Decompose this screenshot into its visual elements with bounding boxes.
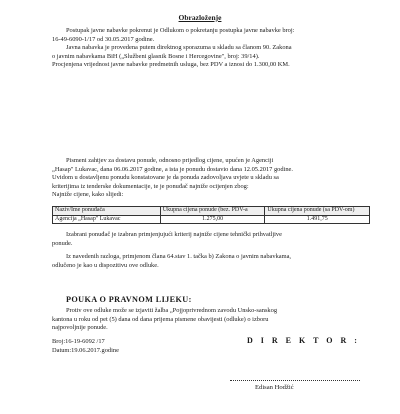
table-header-row	[53, 207, 370, 216]
director-name: Edisan Hodžić	[255, 384, 294, 391]
text-line: Iz navedenih razloga, primjenom člana 64.stav 1. tačka b) Zakona o javnim nabavkama,	[66, 253, 292, 260]
table-cell-price-without-vat: 1.275,00	[160, 215, 265, 224]
text-line: Procjenjena vrijednost javne nabavke predmetnih usluga, bez PDV a iznosi do 1.300,00 KM.	[52, 61, 290, 69]
text-line: 16-49-6090-1/17 od 30.05.2017 godine.	[52, 35, 155, 43]
text-line: Protiv ove odluke može se izjaviti žalba „Pojjoprivrednom zavodu Unsko-sanskog	[66, 307, 278, 314]
text-line: Javna nabavka je provedena putem direktnog sporazuma u skladu sa članom 90. Zakona	[66, 44, 292, 52]
table-header-cell: Ukupna cijena ponude (sa PDV-om)	[265, 207, 370, 216]
table-row	[53, 215, 370, 224]
text-line: Uvidom u dostavljenu ponudu konstatovane je da ponuda zadovoljava uvjete u skladu sa	[52, 174, 279, 182]
document-title: Obrazloženje	[178, 13, 222, 22]
paragraph-procedure	[52, 27, 370, 70]
table-cell-price-with-vat: 1.491,75	[265, 215, 370, 224]
legal-remedy-heading: POUKA O PRAVNOM LIJEKU:	[66, 295, 192, 304]
table-header-cell: Naziv/Ime ponuđača	[53, 207, 161, 216]
paragraph-legal-remedy	[52, 307, 370, 333]
text-line: Izabrani ponuđač je izabran primjenjujući kriterij najniže cijene tehnički prihvatljive	[66, 231, 282, 238]
table-cell-bidder: Agencija „Hasap" Lukavac	[53, 215, 161, 224]
text-line: Pismeni zahtjev za dostavu ponude, odnosno prijedlog cijene, upućen je Agenciji	[66, 157, 274, 164]
director-title: D I R E K T O R :	[247, 336, 360, 345]
reference-date: Datum:19.06.2017.godine	[52, 347, 119, 354]
text-line: ponude.	[52, 239, 73, 247]
text-line: najpovoljnije ponude.	[52, 324, 108, 332]
text-line: o javnim nabavkama BiH („Službeni glasnik Bosne i Hercegovine", broj: 39/14).	[52, 52, 260, 60]
text-line: Najniže cijene, kako slijedi:	[52, 191, 124, 199]
paragraph-selection	[52, 231, 370, 248]
text-line: „Hasap" Lukavac, dana 06.06.2017 godine, a ista je ponudu dostavio dana 12.05.2017 godine.	[52, 165, 293, 173]
reference-number: Broj:16-19-6092 /17	[52, 338, 105, 345]
paragraph-decision	[52, 253, 370, 270]
text-line: odlučeno je kao u dispozitivu ove odluke.	[52, 261, 159, 269]
table-header-cell: Ukupna cijena ponude (bez. PDV-a	[160, 207, 265, 216]
paragraph-offer	[52, 157, 370, 200]
text-line: Postupak javne nabavke pokrenut je Odlukom o pokretanju postupka javne nabavke broj:	[66, 27, 295, 34]
offers-table	[52, 206, 370, 224]
text-line: kantona u roku od pet (5) dana od dana prijema pismene obavijesti (odluke) o izboru	[52, 315, 269, 323]
text-line: kriterijima iz tenderske dokumentacije, te je ponuđač najniže ocijenjen zbog:	[52, 182, 249, 190]
signature-line	[230, 380, 360, 381]
